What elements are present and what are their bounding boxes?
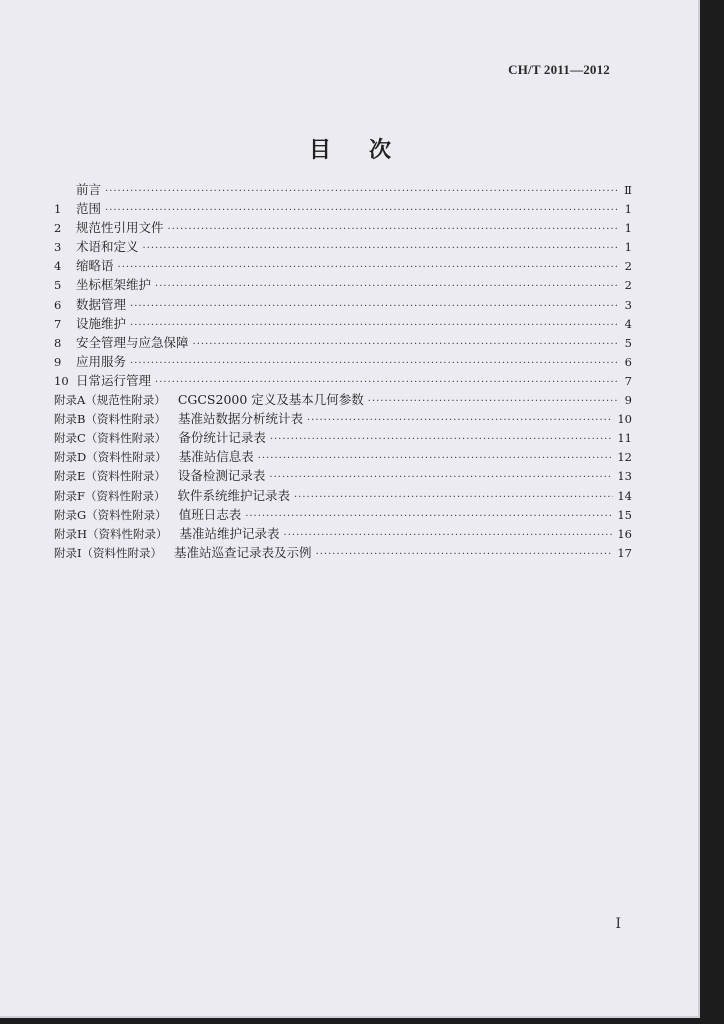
toc-page: 1 xyxy=(624,221,632,236)
appendix-label: CGCS2000 定义及基本几何参数 xyxy=(177,392,364,408)
toc-label: 规范性引用文件 xyxy=(76,220,164,236)
leader-dots xyxy=(118,258,618,277)
toc-row[interactable] xyxy=(54,371,632,390)
toc-number: 1 xyxy=(54,202,62,217)
toc-number: 9 xyxy=(54,354,62,369)
toc-page: 1 xyxy=(624,202,632,217)
toc-page: 7 xyxy=(624,373,632,388)
toc-label: 术语和定义 xyxy=(76,239,139,255)
toc-number: 2 xyxy=(54,221,62,236)
leader-dots xyxy=(316,545,614,564)
appendix-number: 附录G（资料性附录） xyxy=(54,507,167,522)
toc-page: 12 xyxy=(617,450,632,465)
leader-dots xyxy=(105,201,618,220)
appendix-label: 基准站数据分析统计表 xyxy=(177,411,303,427)
toc-title: 目次 xyxy=(308,137,429,163)
leader-dots xyxy=(168,220,618,239)
toc-number: 7 xyxy=(54,316,62,331)
toc-page: 3 xyxy=(624,297,632,312)
leader-dots xyxy=(368,392,618,411)
appendix-label: 软件系统维护记录表 xyxy=(177,487,290,503)
appendix-label: 设备检测记录表 xyxy=(177,468,266,484)
toc-label: 设施维护 xyxy=(76,315,127,331)
toc-row[interactable] xyxy=(54,314,632,333)
toc-appendix-row[interactable] xyxy=(54,543,632,562)
toc-label: 前言 xyxy=(76,182,102,197)
toc-row[interactable] xyxy=(54,180,632,199)
leader-dots xyxy=(143,239,618,258)
toc-row[interactable] xyxy=(54,218,632,237)
toc-row[interactable] xyxy=(54,295,632,314)
toc-page: 14 xyxy=(617,488,632,503)
leader-dots xyxy=(130,354,618,373)
toc-appendix-row[interactable] xyxy=(54,505,632,524)
toc-label: 应用服务 xyxy=(76,353,127,369)
toc-appendix-row[interactable] xyxy=(54,409,632,428)
appendix-label: 基准站信息表 xyxy=(178,449,254,465)
toc-page: 11 xyxy=(617,431,632,446)
toc-page: Ⅱ xyxy=(624,183,632,197)
toc-page: 10 xyxy=(617,412,632,427)
appendix-number: 附录F（资料性附录） xyxy=(54,488,166,503)
toc-page: 1 xyxy=(624,240,632,255)
leader-dots xyxy=(269,468,613,487)
toc-page: 13 xyxy=(617,469,632,484)
toc-appendix-row[interactable] xyxy=(54,524,632,543)
toc-label: 范围 xyxy=(76,201,102,217)
toc-label: 数据管理 xyxy=(76,296,127,312)
toc-page: 4 xyxy=(624,316,632,331)
toc-row[interactable] xyxy=(54,333,632,352)
appendix-number: 附录H（资料性附录） xyxy=(54,526,168,541)
toc-label: 安全管理与应急保障 xyxy=(76,334,189,350)
leader-dots xyxy=(130,316,618,335)
leader-dots xyxy=(193,335,618,354)
toc-page: 5 xyxy=(624,335,632,350)
page-number: I xyxy=(615,916,621,932)
table-of-contents xyxy=(54,180,632,562)
toc-page: 6 xyxy=(624,354,632,369)
leader-dots xyxy=(155,277,618,296)
toc-appendix-row[interactable] xyxy=(54,466,632,485)
leader-dots xyxy=(294,488,613,507)
appendix-label: 值班日志表 xyxy=(178,506,242,522)
toc-number: 6 xyxy=(54,297,62,312)
toc-page: 15 xyxy=(617,507,632,522)
standard-code: CH/T 2011—2012 xyxy=(508,62,610,77)
toc-page: 16 xyxy=(617,526,632,541)
leader-dots xyxy=(130,297,618,316)
appendix-number: 附录E（资料性附录） xyxy=(54,469,166,484)
leader-dots xyxy=(105,182,618,201)
toc-number: 5 xyxy=(54,278,62,293)
leader-dots xyxy=(307,411,613,430)
toc-row[interactable] xyxy=(54,256,632,275)
toc-appendix-row[interactable] xyxy=(54,428,632,447)
appendix-number: 附录I（资料性附录） xyxy=(54,545,163,560)
appendix-label: 备份统计记录表 xyxy=(178,430,266,446)
toc-label: 日常运行管理 xyxy=(76,372,152,388)
toc-page: 9 xyxy=(624,393,632,408)
toc-row[interactable] xyxy=(54,352,632,371)
leader-dots xyxy=(284,526,614,545)
toc-appendix-row[interactable] xyxy=(54,390,632,409)
leader-dots xyxy=(258,449,614,468)
appendix-number: 附录D（资料性附录） xyxy=(54,450,167,465)
leader-dots xyxy=(245,507,613,526)
toc-number: 4 xyxy=(54,259,62,274)
appendix-label: 基准站巡查记录表及示例 xyxy=(174,544,312,560)
appendix-number: 附录B（资料性附录） xyxy=(54,412,166,427)
toc-label: 坐标框架维护 xyxy=(76,277,152,293)
toc-page: 17 xyxy=(617,545,632,560)
toc-row[interactable] xyxy=(54,237,632,256)
toc-page: 2 xyxy=(624,259,632,274)
appendix-number: 附录C（资料性附录） xyxy=(54,431,167,446)
appendix-number: 附录A（规范性附录） xyxy=(54,393,166,408)
toc-number: 8 xyxy=(54,335,62,350)
toc-appendix-row[interactable] xyxy=(54,447,632,466)
toc-row[interactable] xyxy=(54,275,632,294)
toc-label: 缩略语 xyxy=(76,258,114,274)
appendix-label: 基准站维护记录表 xyxy=(179,525,280,541)
toc-number: 3 xyxy=(54,240,62,255)
leader-dots xyxy=(270,430,614,449)
toc-row[interactable] xyxy=(54,199,632,218)
toc-page: 2 xyxy=(624,278,632,293)
toc-number: 10 xyxy=(54,373,69,388)
toc-appendix-row[interactable] xyxy=(54,486,632,505)
